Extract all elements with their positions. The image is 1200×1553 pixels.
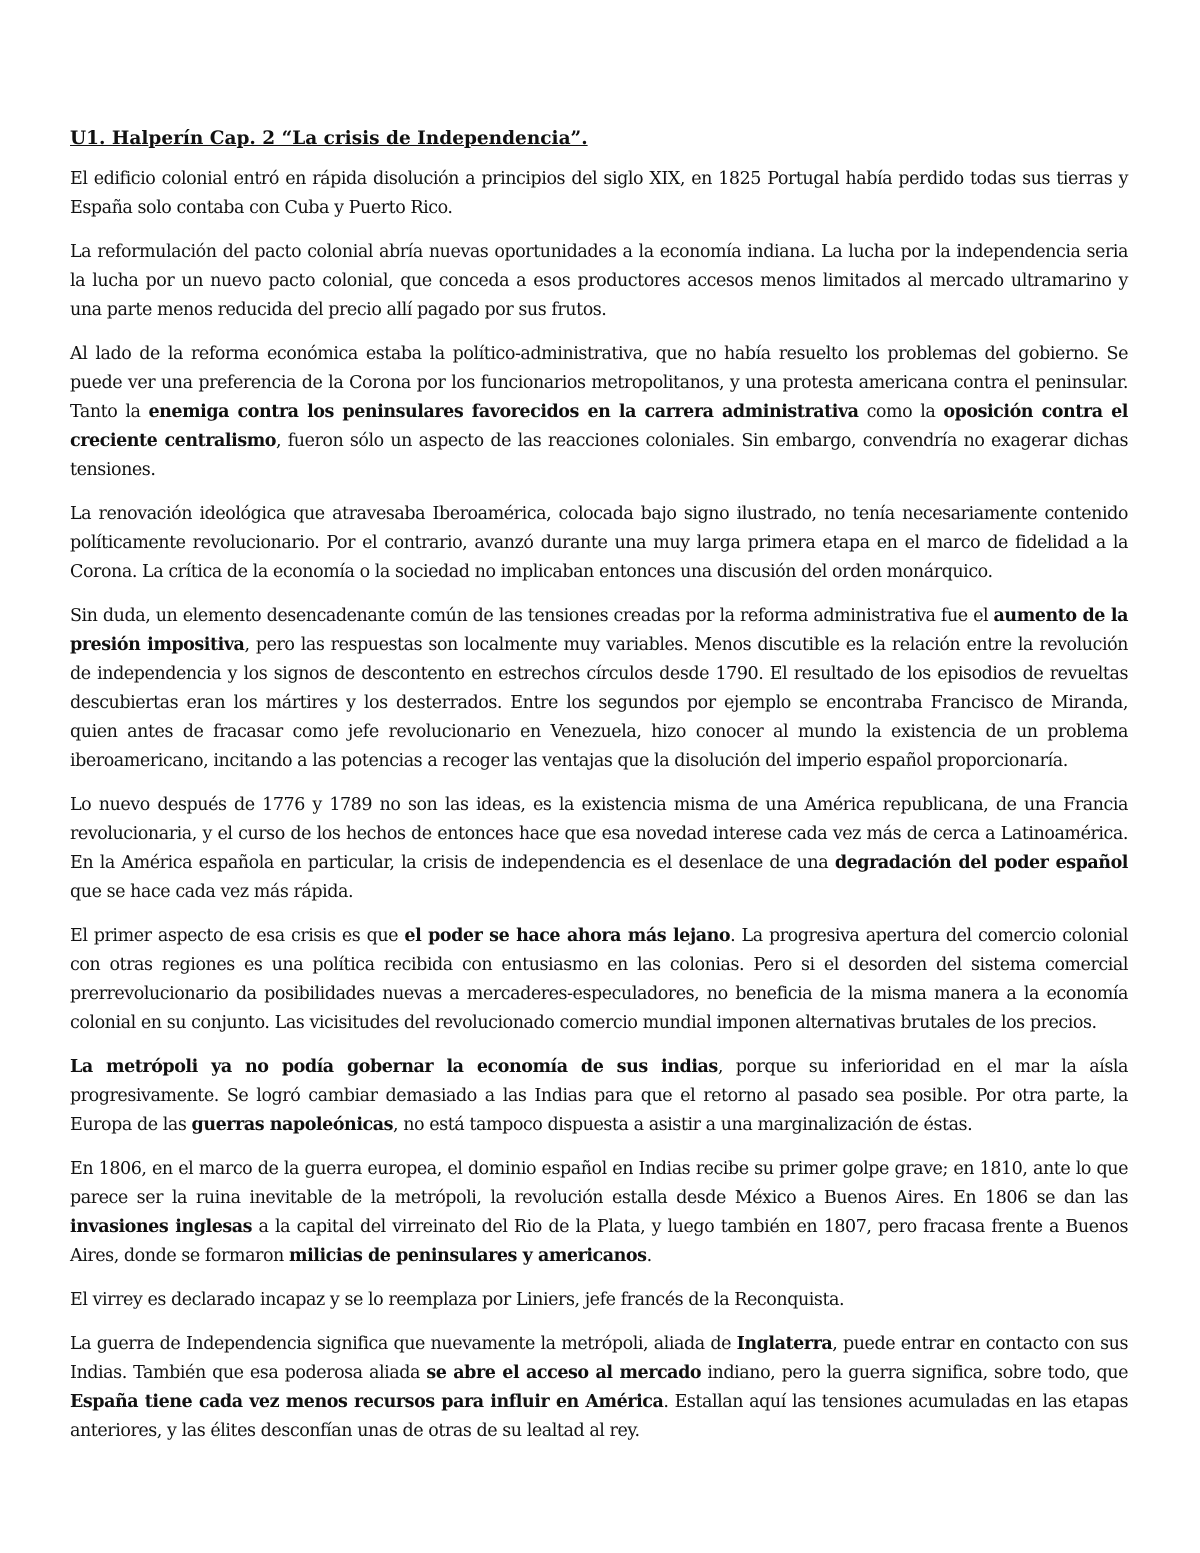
text-run: El primer aspecto de esa crisis es que [70,926,405,946]
text-run: , pero las respuestas son localmente muy variables. Menos discutible es la relación entre la revolución de independencia y los signos de descontento en estrechos círculos desde 1790. El resultado de los episodios de revueltas descubiertas eran los mártires y los desterrados. Entre los segundos por ejemplo se encontraba Francisco de Miranda, quien antes de fracasar como jefe revolucionario en Venezuela, hizo conocer al mundo la existencia de un problema iberoamericano, incitando a las potencias a recoger las ventajas que la disolución del imperio español proporcionaría. [70,635,1129,771]
bold-phrase: La metrópoli ya no podía gobernar la economía de sus indias [70,1057,718,1077]
text-run: La guerra de Independencia significa que nuevamente la metrópoli, aliada de [70,1334,737,1354]
text-run: Sin duda, un elemento desencadenante común de las tensiones creadas por la reforma administrativa fue el [70,606,994,626]
text-run: , porque su inferioridad en el mar la aísla progresivamente. Se logró cambiar demasiado a las Indias para que el retorno al pasado sea posible. Por otra parte, la Europa de las [70,1057,1128,1135]
bold-phrase: invasiones inglesas [70,1217,253,1237]
paragraph-3 [70,340,1128,485]
text-run: como la [858,402,944,422]
paragraph-10 [70,1286,1128,1315]
paragraph-7 [70,922,1128,1038]
text-run: . La progresiva apertura del comercio colonial con otras regiones es una política recibida con entusiasmo en las colonias. Pero si el desorden del sistema comercial prerrevolucionario da posibilidades nuevas a mercaderes-especuladores, no beneficia de la misma manera a la economía colonial en su conjunto. Las vicisitudes del revolucionado comercio mundial imponen alternativas brutales de los precios. [70,926,1128,1033]
paragraph-2 [70,238,1128,325]
bold-phrase: degradación del poder español [834,853,1128,873]
text-run: indiano, pero la guerra significa, sobre todo, que [701,1363,1128,1383]
bold-phrase: milicias de peninsulares y americanos [289,1246,647,1266]
bold-phrase: aumento de la presión impositiva [70,606,1128,655]
text-run: El edificio colonial entró en rápida disolución a principios del siglo XIX, en 1825 Portugal había perdido todas sus tierras y España solo contaba con Cuba y Puerto Rico. [70,169,1128,218]
paragraph-4 [70,500,1128,587]
bold-phrase: enemiga contra los peninsulares favorecidos en la carrera administrativa [148,402,859,422]
text-run: , puede entrar en contacto con sus Indias. También que esa poderosa aliada [70,1334,1129,1383]
text-run: que se hace cada vez más rápida. [70,882,354,902]
text-run: . Estallan aquí las tensiones acumuladas en las etapas anteriores, y las élites desconfían unas de otras de su lealtad al rey. [70,1392,1128,1441]
text-run: El virrey es declarado incapaz y se lo reemplaza por Liniers, jefe francés de la Reconquista. [70,1290,845,1310]
paragraph-6 [70,791,1128,907]
text-run: La renovación ideológica que atravesaba Iberoamérica, colocada bajo signo ilustrado, no tenía necesariamente contenido políticamente revolucionario. Por el contrario, avanzó durante una muy larga primera etapa en el marco de fidelidad a la Corona. La crítica de la economía o la sociedad no implicaban entonces una discusión del orden monárquico. [70,504,1128,582]
text-run: , fueron sólo un aspecto de las reacciones coloniales. Sin embargo, convendría no exagerar dichas tensiones. [70,431,1128,480]
document-page [70,124,1128,1461]
text-run: La reformulación del pacto colonial abría nuevas oportunidades a la economía indiana. La lucha por la independencia seria la lucha por un nuevo pacto colonial, que conceda a esos productores accesos menos limitados al mercado ultramarino y una parte menos reducida del precio allí pagado por sus frutos. [70,242,1128,320]
paragraph-1 [70,165,1128,223]
bold-phrase: España tiene cada vez menos recursos para influir en América [70,1392,664,1412]
bold-phrase: guerras napoleónicas [191,1115,394,1135]
text-run: Al lado de la reforma económica estaba la político-administrativa, que no había resuelto los problemas del gobierno. Se puede ver una preferencia de la Corona por los funcionarios metropolitanos, y una protesta americana contra el peninsular. Tanto la [70,344,1128,422]
text-run: En 1806, en el marco de la guerra europea, el dominio español en Indias recibe su primer golpe grave; en 1810, ante lo que parece ser la ruina inevitable de la metrópoli, la revolución estalla desde México a Buenos Aires. En 1806 se dan las [70,1159,1128,1208]
bold-phrase: se abre el acceso al mercado [426,1363,702,1383]
paragraph-5 [70,602,1128,776]
document-title: U1. Halperín Cap. 2 “La crisis de Independencia”. [70,128,588,149]
paragraph-11 [70,1330,1128,1446]
bold-phrase: oposición contra el creciente centralismo [70,402,1128,451]
paragraph-8 [70,1053,1128,1140]
text-run: Lo nuevo después de 1776 y 1789 no son las ideas, es la existencia misma de una América republicana, de una Francia revolucionaria, y el curso de los hechos de entonces hace que esa novedad interese cada vez más de cerca a Latinoamérica. En la América española en particular, la crisis de independencia es el desenlace de una [70,795,1128,873]
bold-phrase: el poder se hace ahora más lejano [404,926,731,946]
paragraph-9 [70,1155,1128,1271]
text-run: , no está tampoco dispuesta a asistir a una marginalización de éstas. [393,1115,973,1135]
bold-phrase: Inglaterra [736,1334,833,1354]
text-run: . [646,1246,652,1266]
text-run: a la capital del virreinato del Rio de la Plata, y luego también en 1807, pero fracasa frente a Buenos Aires, donde se formaron [70,1217,1128,1266]
